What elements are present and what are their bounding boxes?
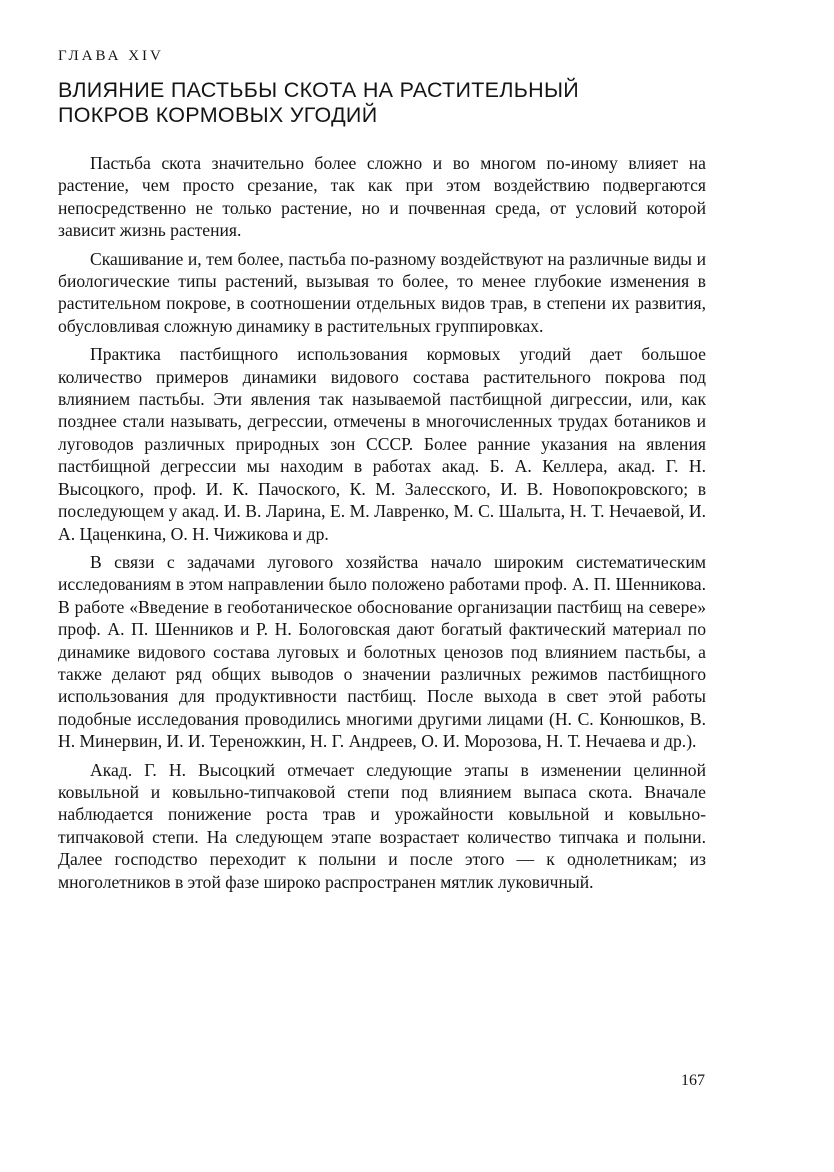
page-content [58, 48, 706, 899]
page-number: 167 [681, 1072, 705, 1089]
chapter-title [58, 78, 706, 128]
paragraph-2: Скашивание и, тем более, пастьба по-разному воздействуют на различные виды и биологические типы растений, вызывая то более, то менее глубокие изменения в растительном покрове, в соотношении отдельных видов трав, в степени их развития, обусловливая сложную динамику в растительных группировках. [58, 248, 706, 336]
chapter-heading: ГЛАВА XIV [58, 48, 164, 64]
paragraph-5: Акад. Г. Н. Высоцкий отмечает следующие этапы в изменении целинной ковыльной и ковыльно-типчаковой степи под влиянием выпаса скота. Вначале наблюдается понижение роста трав и урожайности ковыльной и ковыльно-типчаковой степи. На следующем этапе возрастает количество типчака и полыни. Далее господство переходит к полыни и после этого — к однолетникам; из многолетников в этой фазе широко распространен мятлик луковичный. [58, 759, 706, 892]
body-text [58, 152, 706, 893]
paragraph-4: В связи с задачами лугового хозяйства начало широким систематическим исследованиям в этом направлении было положено работами проф. А. П. Шенникова. В работе «Введение в геоботаническое обоснование организации пастбищ на севере» проф. А. П. Шенников и Р. Н. Бологовская дают богатый фактический материал по динамике видового состава луговых и болотных ценозов под влиянием пастьбы, а также делают ряд общих выводов о значении различных режимов пастбищного использования для продуктивности пастбищ. После выхода в свет этой работы подобные исследования проводились многими другими лицами (Н. С. Конюшков, В. Н. Минервин, И. И. Тереножкин, Н. Г. Андреев, О. И. Морозова, Н. Т. Нечаева и др.). [58, 551, 706, 752]
chapter-title-line-2: ПОКРОВ КОРМОВЫХ УГОДИЙ [58, 103, 378, 127]
paragraph-3: Практика пастбищного использования кормовых угодий дает большое количество примеров динамики видового состава растительного покрова под влиянием пастьбы. Эти явления так называемой пастбищной дигрессии, или, как позднее стали называть, дегрессии, отмечены в многочисленных трудах ботаников и луговодов различных природных зон СССР. Более ранние указания на явления пастбищной дегрессии мы находим в работах акад. Б. А. Келлера, акад. Г. Н. Высоцкого, проф. И. К. Пачоского, К. М. Залесского, И. В. Новопокровского; в последующем у акад. И. В. Ларина, Е. М. Лавренко, М. С. Шалыта, Н. Т. Нечаевой, И. А. Цаценкина, О. Н. Чижикова и др. [58, 344, 706, 544]
chapter-title-line-1: ВЛИЯНИЕ ПАСТЬБЫ СКОТА НА РАСТИТЕЛЬНЫЙ [58, 78, 580, 102]
paragraph-1: Пастьба скота значительно более сложно и во многом по-иному влияет на растение, чем просто срезание, так как при этом воздействию подвергаются непосредственно не только растение, но и почвенная среда, от условий которой зависит жизнь растения. [58, 153, 706, 241]
